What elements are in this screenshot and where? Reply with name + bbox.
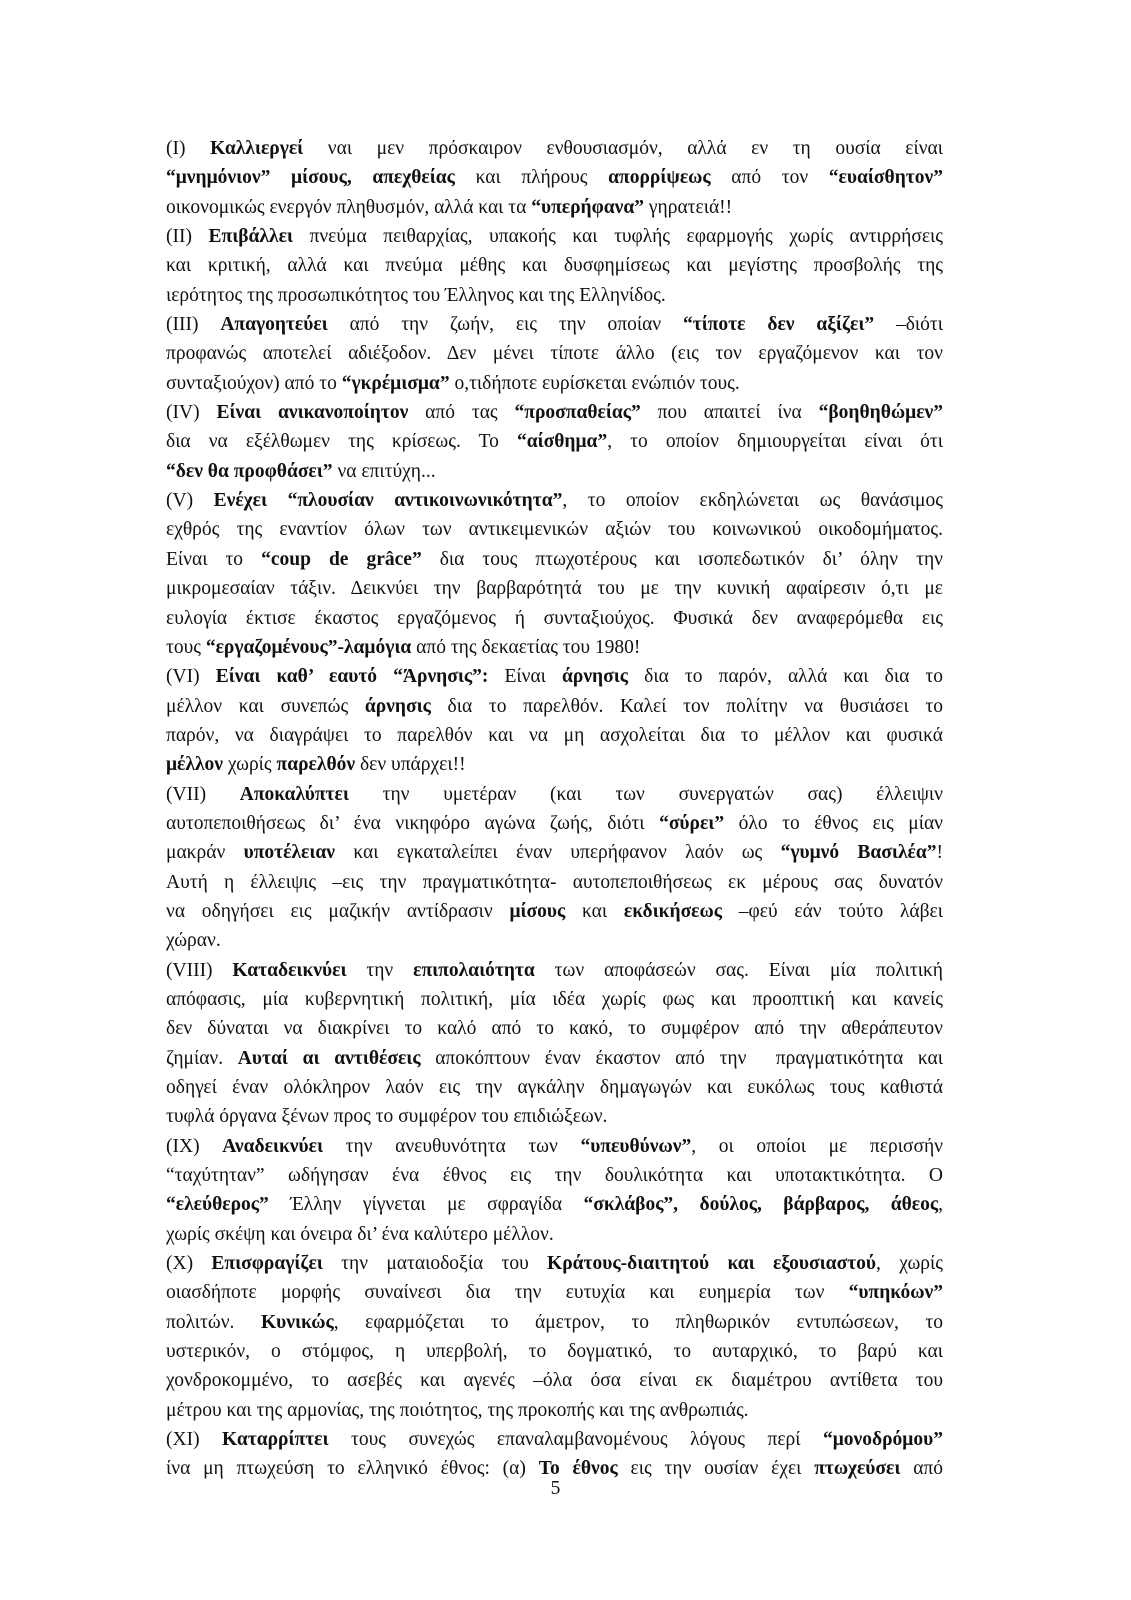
text-line — [166, 897, 943, 926]
text-line — [166, 427, 943, 456]
text-line — [166, 1102, 943, 1131]
text-line — [166, 251, 943, 280]
text-run: υστερικόν, ο στόμφος, η υπερβολή, το δογματικό, το αυταρχικό, το βαρύ και — [166, 1341, 943, 1363]
text-line — [166, 838, 943, 867]
document-body — [166, 134, 943, 1484]
text-run: από τας — [408, 402, 515, 424]
text-run: δεν δύναται να διακρίνει το καλό από το κακό, το συμφέρον από την αθεράπευτον — [166, 1018, 943, 1040]
text-run: την — [346, 959, 414, 981]
paragraph — [166, 134, 943, 222]
bold-text: απορρίψεως — [608, 167, 711, 189]
text-line — [166, 193, 943, 222]
text-run: χωρίς σκέψη και όνειρα δι’ ένα καλύτερο μέλλον. — [166, 1223, 554, 1245]
bold-text: “βοηθηθώμεν” — [818, 402, 943, 424]
text-run: και πλήρους — [454, 167, 609, 189]
text-run: (V) — [166, 490, 214, 512]
text-run: (III) — [166, 314, 221, 336]
bold-text: Κράτους-διαιτητού και εξουσιαστού — [547, 1253, 877, 1275]
text-run: Είναι το — [166, 548, 262, 570]
paragraph — [166, 1132, 943, 1249]
text-line — [166, 926, 943, 955]
text-run: παρόν, να διαγράψει το παρελθόν και να μη ασχολείται δια το μέλλον και φυσικά — [166, 724, 943, 746]
bold-text: “γυμνό Βασιλέα” — [780, 842, 937, 864]
text-run: ιερότητος της προσωπικότητος του Έλληνος και της Ελληνίδος. — [166, 284, 666, 306]
text-run: , οι οποίοι με περισσήν — [691, 1135, 943, 1157]
paragraph — [166, 222, 943, 310]
text-run: την υμετέραν (και των συνεργατών σας) έλλειψιν — [348, 783, 943, 805]
text-run: αυτοπεποιθήσεως δι’ ένα νικηφόρο αγώνα ζωής, διότι — [166, 812, 660, 834]
text-line — [166, 868, 943, 897]
text-run: δια το παρελθόν. Καλεί τον πολίτην να θυσιάσει το — [430, 695, 943, 717]
paragraph — [166, 1425, 943, 1484]
text-run: και — [565, 900, 624, 922]
bold-text: “υπερήφανα” — [531, 196, 645, 218]
bold-text: “σκλάβος”, δούλος, βάρβαρος, άθεος — [583, 1194, 939, 1216]
text-line — [166, 1249, 943, 1278]
text-line — [166, 780, 943, 809]
text-line — [166, 1366, 943, 1395]
text-line — [166, 222, 943, 251]
bold-text: “σύρει” — [659, 812, 725, 834]
text-run: εις την ουσίαν έχει — [617, 1458, 815, 1480]
text-line — [166, 662, 943, 691]
paragraph — [166, 486, 943, 662]
bold-text: “τίποτε δεν αξίζει” — [682, 314, 875, 336]
text-line — [166, 1396, 943, 1425]
text-run: να οδηγήσει εις μαζικήν αντίδρασιν — [166, 900, 510, 922]
text-run: πνεύμα πειθαρχίας, υπακοής και τυφλής εφαρμογής χωρίς αντιρρήσεις — [292, 226, 943, 248]
text-run: που απαιτεί ίνα — [640, 402, 819, 424]
bold-text: “υπηκόων” — [848, 1282, 943, 1304]
paragraph — [166, 310, 943, 398]
text-line — [166, 1044, 943, 1073]
text-run: ! — [936, 842, 943, 864]
bold-text: άρνησις — [364, 695, 431, 717]
text-run: αποκόπτουν έναν έκαστον από την πραγματικότητα και — [420, 1047, 943, 1069]
text-run: την ανευθυνότητα των — [323, 1135, 581, 1157]
text-run: , — [938, 1194, 943, 1216]
bold-text: Αποκαλύπτει — [239, 783, 349, 805]
text-run: (IX) — [166, 1135, 223, 1157]
text-run: (VIII) — [166, 959, 233, 981]
bold-text: μέλλον — [166, 754, 224, 776]
bold-text: “ευαίσθητον” — [828, 167, 943, 189]
text-run: (VI) — [166, 666, 216, 688]
text-run: (XI) — [166, 1429, 223, 1451]
text-line — [166, 750, 943, 779]
bold-text: “εργαζομένους”-λαμόγια — [205, 636, 412, 658]
text-run: Αυτή η έλλειψις –εις την πραγματικότητα- αυτοπεποιθήσεως εκ μέρους σας δυνατόν — [166, 871, 943, 893]
text-line — [166, 310, 943, 339]
text-run: από τον — [710, 167, 829, 189]
bold-text: Καταρρίπτει — [222, 1429, 329, 1451]
paragraph — [166, 780, 943, 956]
paragraph — [166, 1249, 943, 1425]
text-run: χονδροκομμένο, το ασεβές και αγενές –όλα όσα είναι εκ διαμέτρου αντίθετα του — [166, 1370, 943, 1392]
text-line — [166, 545, 943, 574]
bold-text: “μνημόνιον” μίσους, απεχθείας — [166, 167, 455, 189]
text-line — [166, 721, 943, 750]
text-run: (X) — [166, 1253, 212, 1275]
text-line — [166, 1337, 943, 1366]
paragraph — [166, 662, 943, 779]
text-run: όλο το έθνος εις μίαν — [724, 812, 943, 834]
text-run: δια τους πτωχοτέρους και ισοπεδωτικόν δι’ όλην την — [421, 548, 943, 570]
text-run: ζημίαν. — [166, 1047, 238, 1069]
bold-text: Καλλιεργεί — [210, 138, 304, 159]
paragraph — [166, 956, 943, 1132]
text-run: ναι μεν πρόσκαιρον ενθουσιασμόν, αλλά εν τη ουσία είναι — [303, 138, 943, 159]
text-run: , εφαρμόζεται το άμετρον, το πληθωρικόν εντυπώσεων, το — [333, 1311, 944, 1333]
text-run: Είναι — [488, 666, 563, 688]
text-run: –διότι — [874, 314, 944, 336]
text-run: “ταχύτηταν” ωδήγησαν ένα έθνος εις την δουλικότητα και υποτακτικότητα. Ο — [166, 1165, 943, 1187]
bold-text: Απαγοητεύει — [220, 314, 328, 336]
text-line — [166, 134, 943, 163]
bold-text: Αναδεικνύει — [222, 1135, 323, 1157]
text-line — [166, 486, 943, 515]
text-line — [166, 1190, 943, 1219]
text-run: οδηγεί έναν ολόκληρον λαόν εις την αγκάλην δημαγωγών και ευκόλως τους καθιστά — [166, 1077, 943, 1098]
bold-text: μίσους — [509, 900, 566, 922]
text-run: προφανώς αποτελεί αδιέξοδον. Δεν μένει τίποτε άλλο (εις τον εργαζόμενον και τον — [166, 343, 943, 365]
bold-text: Επιβάλλει — [208, 226, 293, 248]
text-line — [166, 457, 943, 486]
text-line — [166, 809, 943, 838]
text-line — [166, 163, 943, 192]
bold-text: εκδικήσεως — [623, 900, 722, 922]
text-run: και κριτική, αλλά και πνεύμα μέθης και δυσφημίσεως και μεγίστης προσβολής της — [166, 255, 943, 277]
text-run: (IV) — [166, 402, 217, 424]
text-line — [166, 1278, 943, 1307]
bold-text: “αίσθημα” — [516, 431, 608, 453]
bold-text: πτωχεύσει — [814, 1458, 901, 1480]
bold-text: Καταδεικνύει — [232, 959, 347, 981]
text-run: , χωρίς — [876, 1253, 944, 1275]
text-run: ευλογία έκτισε έκαστος εργαζόμενος ή συνταξιούχος. Φυσικά δεν αναφερόμεθα εις — [166, 607, 943, 629]
text-run: –φεύ εάν τούτο λάβει — [722, 900, 943, 922]
text-run: από της δεκαετίας του 1980! — [411, 636, 641, 658]
bold-text: “δεν θα προφθάσει” — [166, 460, 333, 482]
text-run: χωρίς — [223, 754, 277, 776]
text-line — [166, 398, 943, 427]
bold-text: “ελεύθερος” — [166, 1194, 269, 1216]
text-line — [166, 1308, 943, 1337]
text-run: δια το παρόν, αλλά και δια το — [628, 666, 943, 688]
text-run: των αποφάσεών σας. Είναι μία πολιτική — [534, 959, 943, 981]
text-line — [166, 956, 943, 985]
bold-text: “προσπαθείας” — [514, 402, 641, 424]
text-line — [166, 692, 943, 721]
bold-text: παρελθόν — [276, 754, 356, 776]
text-run: μέλλον και συνεπώς — [166, 695, 365, 717]
text-run: οικονομικώς ενεργόν πληθυσμόν, αλλά και τα — [166, 196, 532, 218]
text-run: απόφασις, μία κυβερνητική πολιτική, μία ιδέα χωρίς φως και προοπτική και κανείς — [166, 988, 943, 1010]
text-run: μέτρου και της αρμονίας, της ποιότητος, της προκοπής και της ανθρωπιάς. — [166, 1399, 749, 1421]
bold-text: άρνησις — [562, 666, 629, 688]
text-line — [166, 985, 943, 1014]
text-run: , το οποίον εκδηλώνεται ως θανάσιμος — [562, 490, 943, 512]
text-run: (I) — [166, 138, 211, 159]
text-run: οιασδήποτε μορφής συναίνεσι δια την ευτυχία και ευημερία των — [166, 1282, 849, 1304]
text-line — [166, 633, 943, 662]
text-run: (II) — [166, 226, 209, 248]
text-run: από την ζωήν, εις την οποίαν — [327, 314, 683, 336]
bold-text: Το έθνος — [538, 1458, 618, 1480]
text-line — [166, 369, 943, 398]
text-run: από — [900, 1458, 944, 1480]
bold-text: υποτέλειαν — [243, 842, 336, 864]
text-line — [166, 281, 943, 310]
text-run: ίνα μη πτωχεύση το ελληνικό έθνος: (α) — [166, 1458, 539, 1480]
bold-text: Επισφραγίζει — [211, 1253, 323, 1275]
text-run: γηρατειά!! — [644, 196, 733, 218]
text-run: χώραν. — [166, 930, 221, 952]
paragraph — [166, 398, 943, 486]
text-line — [166, 1073, 943, 1102]
text-line — [166, 1014, 943, 1043]
bold-text: επιπολαιότητα — [413, 959, 535, 981]
bold-text: Είναι ανικανοποίητον — [216, 402, 409, 424]
text-run: την ματαιοδοξία του — [322, 1253, 548, 1275]
text-run: , το οποίον δημιουργείται είναι ότι — [607, 431, 943, 453]
text-run: τους συνεχώς επαναλαμβανομένους λόγους περί — [328, 1429, 823, 1451]
text-run: εχθρός της εναντίον όλων των αντικειμενικών αξιών του κοινωνικού οικοδομήματος. — [166, 519, 943, 541]
text-run: δια να εξέλθωμεν της κρίσεως. Το — [166, 431, 517, 453]
bold-text: Είναι καθ’ εαυτό “Άρνησις”: — [215, 666, 489, 688]
bold-text: “μονοδρόμου” — [822, 1429, 943, 1451]
bold-text: Κυνικώς — [260, 1311, 334, 1333]
bold-text: Αυταί αι αντιθέσεις — [237, 1047, 421, 1069]
text-run: πολιτών. — [166, 1311, 261, 1333]
bold-text: “γκρέμισμα” — [341, 372, 450, 394]
text-line — [166, 1161, 943, 1190]
text-run: να επιτύχη... — [332, 460, 436, 482]
page-number: 5 — [550, 1478, 561, 1499]
bold-text: Ενέχει “πλουσίαν αντικοινωνικότητα” — [213, 490, 563, 512]
text-line — [166, 1220, 943, 1249]
text-run: μικρομεσαίαν τάξιν. Δεικνύει την βαρβαρότητά του με την κυνική αφαίρεσιν ό,τι με — [166, 578, 943, 600]
bold-text: “υπευθύνων” — [580, 1135, 692, 1157]
bold-text: “coup de grâce” — [261, 548, 422, 570]
text-run: τους — [166, 636, 206, 658]
text-run: συνταξιούχον) από το — [166, 372, 342, 394]
text-run: τυφλά όργανα ξένων προς το συμφέρον του επιδιώξεων. — [166, 1106, 608, 1128]
text-line — [166, 574, 943, 603]
text-run: ο,τιδήποτε ευρίσκεται ενώπιόν τους. — [449, 372, 740, 394]
text-run: Έλλην γίγνεται με σφραγίδα — [268, 1194, 584, 1216]
text-run: (VII) — [166, 783, 240, 805]
text-run: μακράν — [166, 842, 244, 864]
text-line — [166, 1132, 943, 1161]
text-line — [166, 604, 943, 633]
text-line — [166, 339, 943, 368]
text-run: δεν υπάρχει!! — [355, 754, 466, 776]
text-line — [166, 515, 943, 544]
text-line — [166, 1425, 943, 1454]
text-run: και εγκαταλείπει έναν υπερήφανον λαόν ως — [335, 842, 781, 864]
